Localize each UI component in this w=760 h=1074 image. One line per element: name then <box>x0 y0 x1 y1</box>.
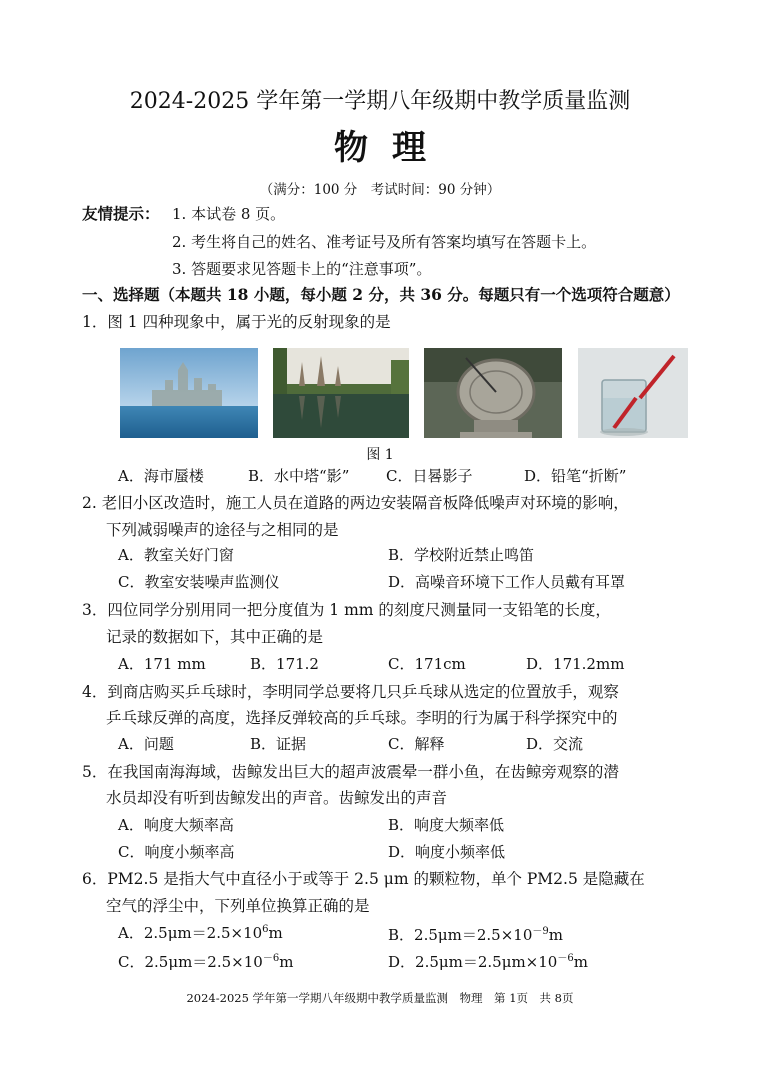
question-6-stem: 6．PM2.5 是指大气中直径小于或等于 2.5 μm 的颗粒物，单个 PM2.5 是隐藏在 <box>82 870 645 888</box>
figure-1-caption: 图 1 <box>366 447 394 463</box>
subject-title: 物理 <box>334 128 450 168</box>
question-5-stem: 5．在我国南海海域，齿鲸发出巨大的超声波震晕一群小鱼，在齿鲸旁观察的潜 <box>82 763 619 781</box>
question-6-option-a: A．$2.5\mu m=2.5\times 10^6m$ <box>118 924 283 942</box>
tip-item: 3. 答题要求见答题卡上的“注意事项”。 <box>172 260 432 278</box>
question-5-option-b: B．响度大频率低 <box>388 816 505 834</box>
page-footer: 2024-2025 学年第一学期八年级期中教学质量监测 物理 第 1页 共 8页 <box>186 991 574 1005</box>
question-3-stem-cont: 记录的数据如下，其中正确的是 <box>106 628 324 646</box>
question-6-stem-cont: 空气的浮尘中，下列单位换算正确的是 <box>106 897 370 915</box>
question-2-stem: 2. 老旧小区改造时，施工人员在道路的两边安装隔音板降低噪声对环境的影响， <box>82 494 629 512</box>
question-1-option-c: C．日晷影子 <box>386 467 473 485</box>
exam-meta: （满分：100 分 考试时间：90 分钟） <box>259 182 501 198</box>
question-2-option-c: C．教室安装噪声监测仪 <box>118 573 280 591</box>
question-1-option-a: A．海市蜃楼 <box>118 467 204 485</box>
question-4-option-c: C．解释 <box>388 735 445 753</box>
mirage-image <box>120 348 258 438</box>
tips-label: 友情提示： <box>82 204 160 223</box>
exam-title: 2024-2025 学年第一学期八年级期中教学质量监测 <box>129 89 631 114</box>
pagoda-reflection-image <box>273 348 409 438</box>
question-3-option-d: D．171.2mm <box>526 655 625 673</box>
question-3-option-b: B．171.2 <box>250 655 319 673</box>
question-1-option-b: B．水中塔“影” <box>248 467 350 485</box>
question-5-option-a: A．响度大频率高 <box>118 816 234 834</box>
question-3-option-a: A．171 mm <box>118 655 206 673</box>
question-2-stem-cont: 下列减弱噪声的途径与之相同的是 <box>106 521 339 539</box>
question-4-stem-cont: 乒乓球反弹的高度，选择反弹较高的乒乓球。李明的行为属于科学探究中的 <box>106 709 618 727</box>
pencil-in-glass-image <box>578 348 688 438</box>
question-6-option-c: C．$2.5\mu m=2.5\times 10^{-6}m$ <box>118 953 294 971</box>
question-3-stem: 3．四位同学分别用同一把分度值为 1 mm 的刻度尺测量同一支铅笔的长度， <box>82 601 611 619</box>
question-1-option-d: D．铅笔“折断” <box>524 467 627 485</box>
tip-item: 2. 考生将自己的姓名、准考证号及所有答案均填写在答题卡上。 <box>172 233 597 251</box>
question-6-option-b: B．$2.5\mu m=2.5\times 10^{-9}m$ <box>388 926 563 944</box>
question-5-stem-cont: 水员却没有听到齿鲸发出的声音。齿鲸发出的声音 <box>106 789 448 807</box>
question-2-option-a: A．教室关好门窗 <box>118 546 234 564</box>
question-4-stem: 4．到商店购买乒乓球时，李明同学总要将几只乒乓球从选定的位置放手，观察 <box>82 683 619 701</box>
sundial-image <box>424 348 562 438</box>
question-4-option-b: B．证据 <box>250 735 307 753</box>
question-2-option-d: D．高噪音环境下工作人员戴有耳罩 <box>388 573 626 591</box>
question-5-option-d: D．响度小频率低 <box>388 843 506 861</box>
question-4-option-a: A．问题 <box>118 735 174 753</box>
question-6-option-d: D．$2.5\mu m=2.5\mu m\times 10^{-6}m$ <box>388 953 588 971</box>
question-4-option-d: D．交流 <box>526 735 584 753</box>
question-5-option-c: C．响度小频率高 <box>118 843 235 861</box>
section-heading: 一、选择题（本题共 18 小题，每小题 2 分，共 36 分。每题只有一个选项符合题意） <box>82 285 680 304</box>
tip-item: 1. 本试卷 8 页。 <box>172 205 286 223</box>
question-1-stem: 1．图 1 四种现象中，属于光的反射现象的是 <box>82 313 391 331</box>
question-3-option-c: C．171cm <box>388 655 466 673</box>
question-2-option-b: B．学校附近禁止鸣笛 <box>388 546 535 564</box>
